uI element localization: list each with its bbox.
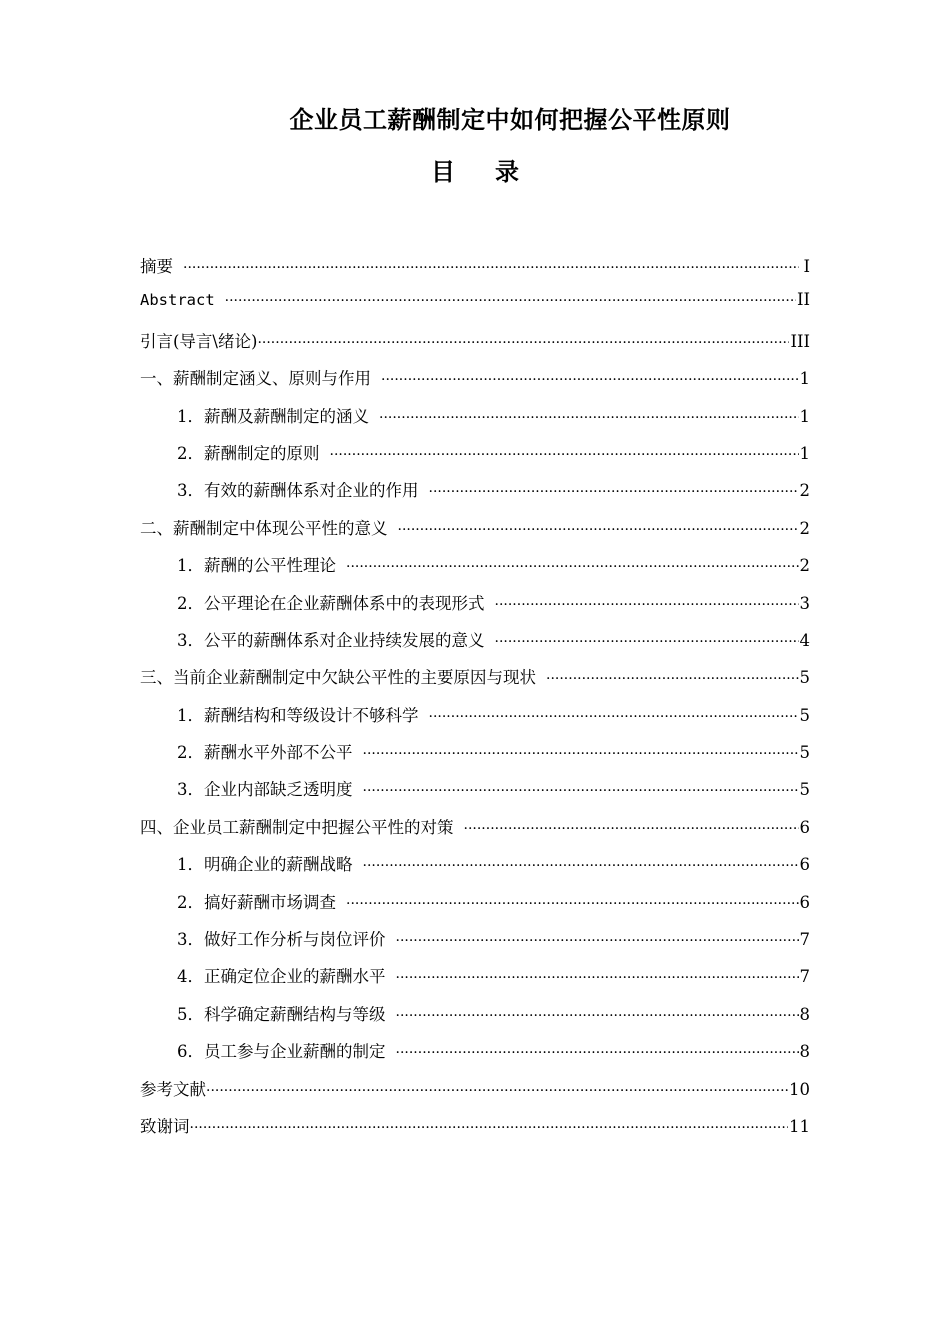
toc-entry-page: 2 <box>799 556 810 576</box>
toc-dot-leader <box>206 1084 788 1098</box>
toc-dot-leader <box>495 635 799 649</box>
toc-entry-page: 6 <box>799 817 810 837</box>
toc-entry-page: III <box>790 331 810 351</box>
toc-entry-page: 2 <box>799 518 810 538</box>
toc-entry-label: 2．薪酬水平外部不公平 <box>177 743 353 763</box>
toc-entry <box>140 739 810 776</box>
toc-dot-leader <box>381 373 799 387</box>
toc-entry-label: Abstract <box>140 291 215 310</box>
toc-entry-label: 3．有效的薪酬体系对企业的作用 <box>177 481 419 501</box>
toc-entry-label: 1．明确企业的薪酬战略 <box>177 855 353 875</box>
toc-entry <box>140 889 810 926</box>
toc-dot-leader <box>363 747 799 761</box>
toc-entry <box>140 365 810 402</box>
toc-entry-page: 5 <box>799 743 810 763</box>
toc-entry-label: 6．员工参与企业薪酬的制定 <box>177 1042 386 1062</box>
toc-entry-label: 二、薪酬制定中体现公平性的意义 <box>140 518 388 538</box>
toc-entry-page: 7 <box>799 967 810 987</box>
toc-entry-label: 一、薪酬制定涵义、原则与作用 <box>140 369 371 389</box>
toc-entry-label: 3．企业内部缺乏透明度 <box>177 780 353 800</box>
toc-entry-label: 2．搞好薪酬市场调查 <box>177 892 336 912</box>
toc-entry-page: 8 <box>799 1004 810 1024</box>
toc-dot-leader <box>546 672 799 686</box>
toc-dot-leader <box>429 710 799 724</box>
toc-entry <box>140 515 810 552</box>
toc-entry-label: 引言(导言\绪论) <box>140 331 258 351</box>
toc-entry-page: 6 <box>799 892 810 912</box>
toc-entry-label: 3．做好工作分析与岗位评价 <box>177 930 386 950</box>
toc-entry <box>140 963 810 1000</box>
toc-entry-page: 11 <box>789 1116 810 1136</box>
toc-entry-label: 3．公平的薪酬体系对企业持续发展的意义 <box>177 630 485 650</box>
toc-entry-page: 2 <box>799 481 810 501</box>
toc-entry <box>140 702 810 739</box>
toc-dot-leader <box>190 1121 789 1135</box>
toc-entry-label: 参考文献 <box>140 1079 206 1099</box>
toc-entry-page: 10 <box>789 1079 810 1099</box>
toc-entry-page: I <box>803 257 810 276</box>
toc-entry-label: 4．正确定位企业的薪酬水平 <box>177 967 386 987</box>
toc-entry <box>140 253 810 290</box>
toc-dot-leader <box>363 859 799 873</box>
toc-dot-leader <box>257 336 789 350</box>
toc-entry-label: 1．薪酬结构和等级设计不够科学 <box>177 705 419 725</box>
toc-dot-leader <box>396 1046 799 1060</box>
toc-entry-page: 4 <box>799 630 810 650</box>
toc-entry <box>140 440 810 477</box>
toc-entry <box>140 627 810 664</box>
toc-entry <box>140 664 810 701</box>
toc-entry <box>140 776 810 813</box>
toc-entry <box>140 403 810 440</box>
toc-entry-page: II <box>796 290 810 310</box>
toc-entry-label: 摘要 <box>140 257 173 276</box>
toc-dot-leader <box>396 934 799 948</box>
toc-dot-leader <box>346 897 799 911</box>
toc-entry <box>140 477 810 514</box>
toc-dot-leader <box>363 784 799 798</box>
toc-entry-label: 三、当前企业薪酬制定中欠缺公平性的主要原因与现状 <box>140 668 536 688</box>
toc-dot-leader <box>464 822 799 836</box>
toc-entry-label: 1．薪酬及薪酬制定的涵义 <box>177 406 369 426</box>
toc-entry <box>140 1076 810 1113</box>
toc-entry <box>140 851 810 888</box>
document-title: 企业员工薪酬制定中如何把握公平性原则 <box>289 105 731 134</box>
toc-entry <box>140 926 810 963</box>
toc-entry-label: 2．公平理论在企业薪酬体系中的表现形式 <box>177 593 485 613</box>
toc-entry-page: 5 <box>799 780 810 800</box>
toc-entry-label: 致谢词 <box>140 1116 190 1136</box>
toc-entry-page: 3 <box>799 593 810 613</box>
toc-heading: 目录 <box>431 157 559 186</box>
toc-dot-leader <box>429 485 799 499</box>
toc-dot-leader <box>183 261 799 275</box>
toc-entry-label: 四、企业员工薪酬制定中把握公平性的对策 <box>140 817 454 837</box>
toc-entry-page: 8 <box>799 1042 810 1062</box>
toc-entry <box>140 290 810 327</box>
toc-dot-leader <box>346 560 799 574</box>
toc-entry-label: 1．薪酬的公平性理论 <box>177 556 336 576</box>
toc-entry <box>140 1001 810 1038</box>
toc-entry-page: 5 <box>799 668 810 688</box>
toc-dot-leader <box>379 411 799 425</box>
toc-entry <box>140 1038 810 1075</box>
toc-entry-page: 6 <box>799 855 810 875</box>
toc-dot-leader <box>396 971 799 985</box>
toc-entry-label: 2．薪酬制定的原则 <box>177 443 320 463</box>
toc-dot-leader <box>330 448 799 462</box>
table-of-contents <box>140 253 810 1150</box>
toc-entry <box>140 814 810 851</box>
toc-entry-page: 1 <box>799 406 810 426</box>
toc-entry <box>140 552 810 589</box>
toc-entry <box>140 590 810 627</box>
toc-dot-leader <box>398 523 799 537</box>
toc-entry-page: 1 <box>799 443 810 463</box>
toc-entry-page: 1 <box>799 369 810 389</box>
toc-entry-page: 5 <box>799 705 810 725</box>
toc-entry-label: 5．科学确定薪酬结构与等级 <box>177 1004 386 1024</box>
toc-entry-page: 7 <box>799 930 810 950</box>
toc-entry <box>140 328 810 365</box>
toc-dot-leader <box>396 1009 799 1023</box>
toc-dot-leader <box>495 598 799 612</box>
toc-entry <box>140 1113 810 1150</box>
toc-dot-leader <box>225 294 796 308</box>
